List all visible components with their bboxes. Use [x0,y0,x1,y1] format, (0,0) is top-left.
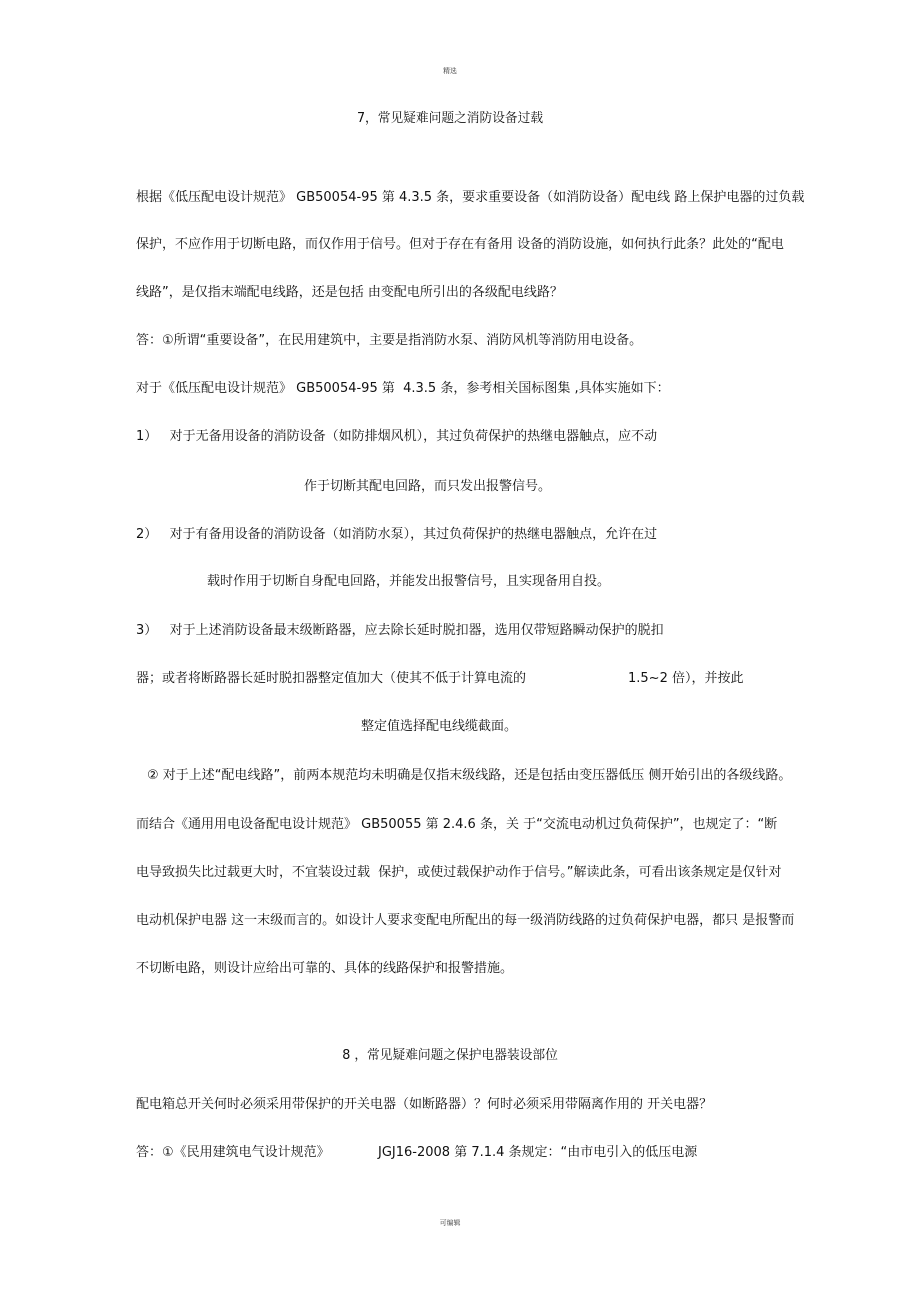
implementation-intro: 对于《低压配电设计规范》 GB50054-95 第 4.3.5 条，参考相关国标图集 ,具体实施如下： [136,381,670,396]
item-3-line-2a: 器；或者将断路器长延时脱扣器整定值加大（使其不低于计算电流的 [136,671,527,686]
answer-2-line-2: 而结合《通用用电设备配电设计规范》 GB50055 第 2.4.6 条，关 于“交流电动机过负荷保护”，也规定了：“断 [136,817,778,832]
item-3-line-1: 3） 对于上述消防设备最末级断路器，应去除长延时脱扣器，选用仅带短路瞬动保护的脱扣 [136,623,664,638]
item-2-line-2: 载时作用于切断自身配电回路，并能发出报警信号，且实现备用自投。 [207,574,611,589]
answer-1: 答：①所谓“重要设备”，在民用建筑中，主要是指消防水泵、消防风机等消防用电设备。 [136,333,643,348]
item-3-line-2b: 1.5~2 倍），并按此 [628,671,744,686]
section-7-title: 7，常见疑难问题之消防设备过载 [356,111,544,126]
answer-2-line-4: 电动机保护电器 这一末级而言的。如设计人要求变配电所配出的每一级消防线路的过负荷保护电器，都只 是报警而 [136,913,795,928]
question-line-1: 根据《低压配电设计规范》 GB50054-95 第 4.3.5 条，要求重要设备（如消防设备）配电线 路上保护电器的过负载 [136,190,805,205]
footer-mark: 可编辑 [439,1219,461,1227]
section-8-title: 8 ，常见疑难问题之保护电器装设部位 [342,1048,558,1063]
answer-2-line-3: 电导致损失比过载更大时，不宜装设过载 保护，或使过载保护动作于信号。”解读此条，可看出该条规定是仅针对 [136,865,782,880]
item-3-line-3: 整定值选择配电线缆截面。 [361,719,518,734]
item-1-line-2: 作于切断其配电回路，而只发出报警信号。 [304,479,552,494]
header-mark: 精选 [443,67,457,75]
answer-2-line-1: ② 对于上述“配电线路”，前两本规范均未明确是仅指末级线路，还是包括由变压器低压 侧开始引出的各级线路。 [147,768,792,783]
question-line-2: 保护，不应作用于切断电路，而仅作用于信号。但对于存在有备用 设备的消防设施，如何执行此条？此处的“配电 [136,237,784,252]
answer-2-line-5: 不切断电路，则设计应给出可靠的、具体的线路保护和报警措施。 [136,961,514,976]
item-1-line-1: 1） 对于无备用设备的消防设备（如防排烟风机），其过负荷保护的热继电器触点，应不动 [136,429,658,444]
section-8-question: 配电箱总开关何时必须采用带保护的开关电器（如断路器）？何时必须采用带隔离作用的 开关电器？ [136,1097,713,1112]
section-8-answer-a: 答：①《民用建筑电气设计规范》 [136,1145,330,1160]
item-2-line-1: 2） 对于有备用设备的消防设备（如消防水泵），其过负荷保护的热继电器触点，允许在过 [136,527,658,542]
question-line-3: 线路”，是仅指末端配电线路，还是包括 由变配电所引出的各级配电线路？ [136,285,563,300]
section-8-answer-b: JGJ16-2008 第 7.1.4 条规定：“由市电引入的低压电源 [378,1145,698,1160]
